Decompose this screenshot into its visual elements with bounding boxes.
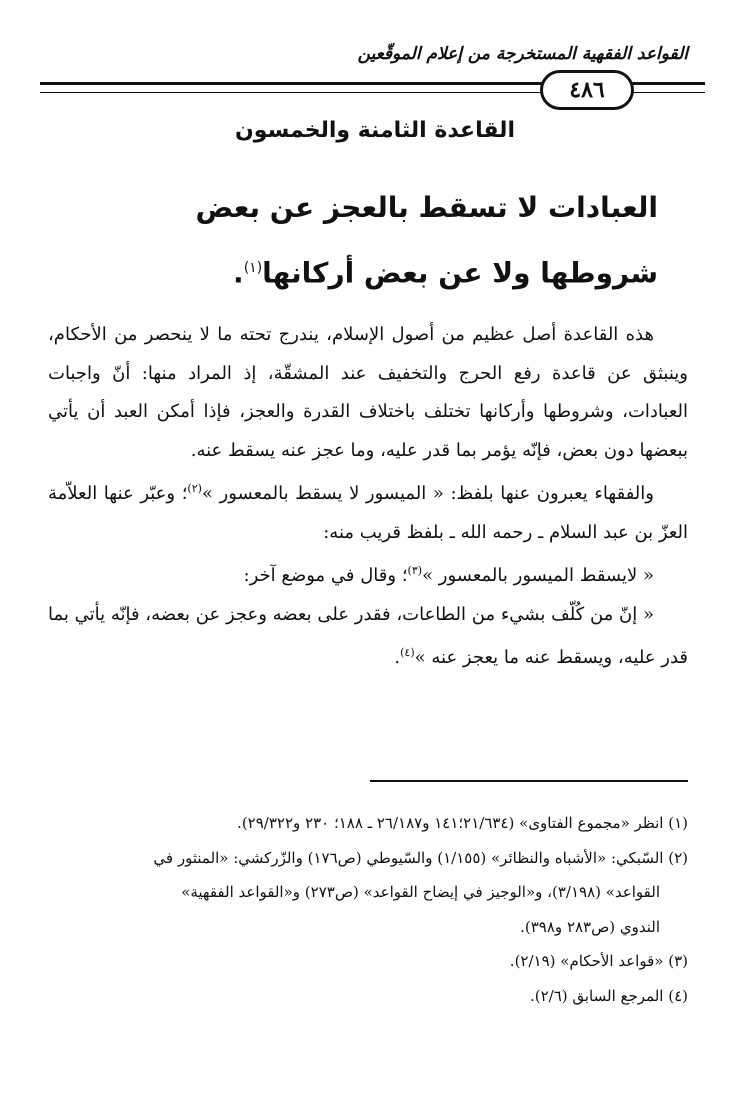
footnotes [48,806,688,1013]
paragraph-4-quote: « إنّ من كُلّف بشيء من الطاعات، فقدر على بعضه وعجز عن بعضه، فإنّه يأتي بما قدر عليه، ويسقط عنه ما يعجز عنه » [47,603,688,668]
paragraph-3-rest: ؛ وقال في موضع آخر: [243,565,408,586]
footnote-ref-1: (١) [243,260,263,276]
paragraph-4 [48,596,688,678]
paragraph-3-quote: « لايسقط الميسور بالمعسور » [422,565,654,586]
running-title: القواعد الفقهية المستخرجة من إعلام الموقّعين [357,44,688,64]
main-title-end: . [233,256,244,290]
footnote-separator [370,780,688,782]
paragraph-2-rest: ؛ وعبّر عنها العلاّمة العزّ بن عبد السلام ـ رحمه الله ـ بلفظ قريب منه: [48,483,688,543]
footnote-ref-4: (٤) [400,646,415,659]
main-title-text: العبادات لا تسقط بالعجز عن بعض شروطها ولا عن بعض أركانها [195,191,658,290]
main-title [88,178,658,303]
footnote-1: (١) انظر «مجموع الفتاوى» (٢١/٦٣٤؛١٤١ و٢٦/١٨٧ ـ ١٨٨؛ ٢٣٠ و٢٩/٣٢٢). [237,814,688,832]
footnote-3: (٣) «قواعد الأحكام» (٢/١٩). [509,952,688,970]
body-text [48,316,688,678]
paragraph-4-end: . [394,647,401,668]
footnote-4: (٤) المرجع السابق (٢/٦). [529,986,688,1005]
paragraph-2-quote: والفقهاء يعبرون عنها بلفظ: « الميسور لا يسقط بالمعسور » [201,483,654,504]
paragraph-3 [48,552,688,596]
footnote-2-line-3: الندوي (ص٢٨٣ و٣٩٨). [520,917,660,936]
page-number: ٤٨٦ [540,70,634,110]
footnote-ref-3: (٣) [407,564,423,577]
paragraph-1: هذه القاعدة أصل عظيم من أصول الإسلام، يندرج تحته ما لا ينحصر من الأحكام، وينبثق عن قاعدة رفع الحرج والتخفيف عند المشقّة، إذ المراد منها: أنّ واجبات العبادات، وشروطها وأركانها تختلف باختلاف القدرة والعجز، فإذا أمكن العبد أن يأتي ببعضها دون بعض، فإنّه يؤمر بما قدر عليه، وما عجز عنه يسقط عنه. [48,324,688,461]
footnote-2-line-2: القواعد» (٣/١٩٨)، و«الوجيز في إيضاح القواعد» (ص٢٧٣) و«القواعد الفقهية» [181,883,660,901]
paragraph-2 [48,470,688,552]
rule-title: القاعدة الثامنة والخمسون [235,118,515,143]
footnote-2: (٢) السّبكي: «الأشباه والنظائر» (١/١٥٥) والسّيوطي (ص١٧٦) والزّركشي: «المنثور في [153,848,688,867]
footnote-ref-2: (٢) [187,482,202,495]
